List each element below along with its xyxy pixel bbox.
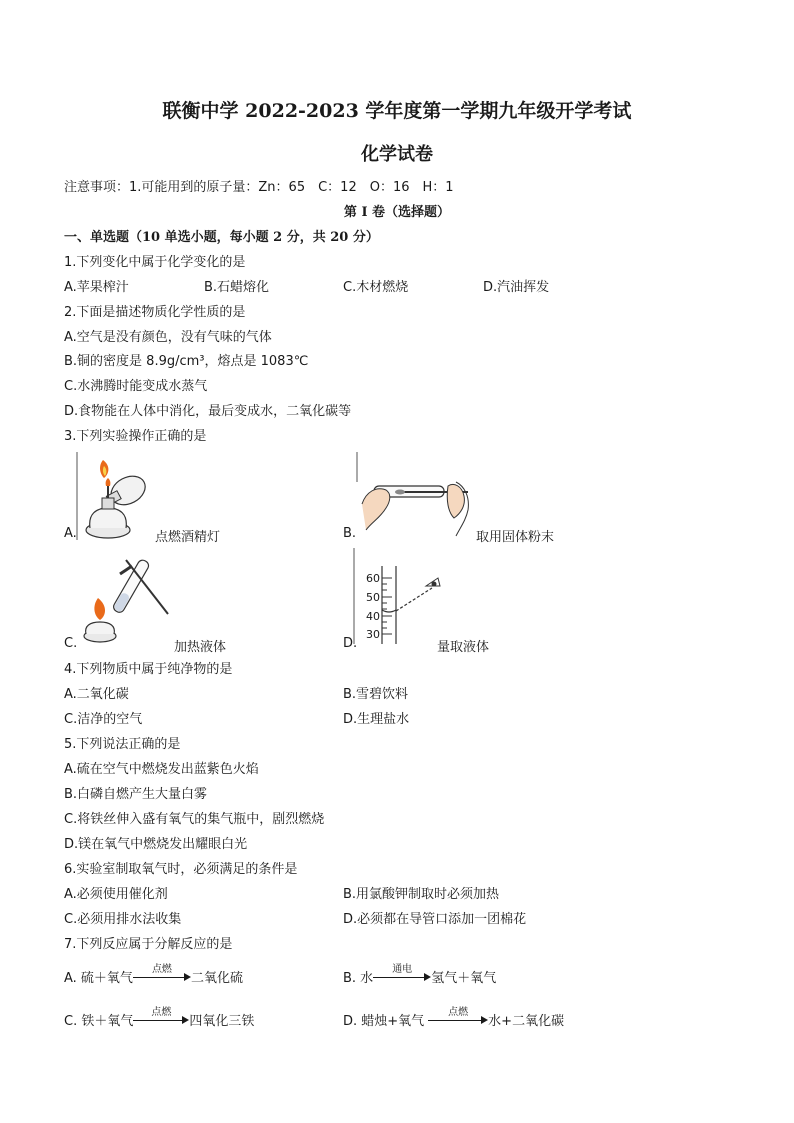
cylinder-tick-30: 30 bbox=[366, 628, 380, 641]
q7-option-a bbox=[64, 964, 243, 986]
q7-option-c bbox=[64, 1007, 255, 1029]
q7-stem: 7.下列反应属于分解反应的是 bbox=[64, 937, 233, 952]
q7-d-reactants: D. 蜡烛+氧气 bbox=[343, 1014, 425, 1029]
q7-c-condition: 点燃 bbox=[151, 1007, 172, 1018]
q5-option-c: C.将铁丝伸入盛有氧气的集气瓶中，剧烈燃烧 bbox=[64, 812, 325, 827]
q7-option-d bbox=[343, 1007, 565, 1029]
q2-stem: 2.下面是描述物质化学性质的是 bbox=[64, 305, 246, 320]
q3-option-d-caption: 量取液体 bbox=[437, 640, 490, 655]
q7-b-condition: 通电 bbox=[392, 964, 413, 975]
q5-option-b: B.白磷自燃产生大量白雾 bbox=[64, 787, 208, 802]
q3-option-b-letter: B. bbox=[343, 526, 357, 541]
q7-b-products: 氢气＋氧气 bbox=[431, 971, 497, 986]
q6-option-a: A.必须使用催化剂 bbox=[64, 887, 168, 902]
q3-option-a-letter: A. bbox=[64, 526, 77, 541]
q2-option-a: A.空气是没有颜色，没有气味的气体 bbox=[64, 330, 272, 345]
heating-liquid-image bbox=[76, 556, 176, 646]
q7-b-reactants: B. 水 bbox=[343, 971, 374, 986]
test-tube-powder-image bbox=[356, 452, 476, 542]
arrow-right-icon bbox=[373, 972, 431, 982]
q6-option-d: D.必须都在导管口添加一团棉花 bbox=[343, 912, 527, 927]
q7-option-b bbox=[343, 964, 497, 986]
q1-option-d: D.汽油挥发 bbox=[483, 280, 550, 295]
q1-stem: 1.下列变化中属于化学变化的是 bbox=[64, 255, 246, 270]
q7-c-products: 四氧化三铁 bbox=[189, 1014, 255, 1029]
q3-option-d-letter: D. bbox=[343, 636, 358, 651]
q7-a-reactants: A. 硫＋氧气 bbox=[64, 971, 133, 986]
q7-c-reaction-arrow bbox=[133, 1007, 189, 1029]
cylinder-tick-40: 40 bbox=[366, 610, 380, 623]
q7-d-condition: 点燃 bbox=[448, 1007, 469, 1018]
exam-subtitle: 化学试卷 bbox=[361, 144, 433, 165]
cylinder-tick-60: 60 bbox=[366, 572, 380, 585]
q5-option-a: A.硫在空气中燃烧发出蓝紫色火焰 bbox=[64, 762, 259, 777]
q1-option-b: B.石蜡熔化 bbox=[204, 280, 270, 295]
q6-option-b: B.用氯酸钾制取时必须加热 bbox=[343, 887, 500, 902]
section-heading: 一、单选题（10 单选小题，每小题 2 分，共 20 分） bbox=[64, 230, 379, 245]
q3-option-a-caption: 点燃酒精灯 bbox=[155, 530, 221, 545]
arrow-right-icon bbox=[133, 972, 191, 982]
q5-stem: 5.下列说法正确的是 bbox=[64, 737, 181, 752]
q5-option-d: D.镁在氧气中燃烧发出耀眼白光 bbox=[64, 837, 248, 852]
part-heading: 第 I 卷（选择题） bbox=[343, 205, 451, 220]
q2-option-b: B.铜的密度是 8.9g/cm³，熔点是 1083℃ bbox=[64, 354, 309, 369]
q3-option-b-caption: 取用固体粉末 bbox=[476, 530, 555, 545]
cylinder-tick-50: 50 bbox=[366, 591, 380, 604]
q7-a-reaction-arrow bbox=[133, 964, 191, 986]
q7-c-reactants: C. 铁＋氧气 bbox=[64, 1014, 134, 1029]
arrow-right-icon bbox=[133, 1015, 189, 1025]
exam-note: 注意事项：1.可能用到的原子量：Zn：65 C：12 O：16 H：1 bbox=[64, 180, 454, 195]
exam-title: 联衡中学 2022-2023 学年度第一学期九年级开学考试 bbox=[162, 100, 632, 122]
q3-option-c-caption: 加热液体 bbox=[174, 640, 227, 655]
q7-a-condition: 点燃 bbox=[151, 964, 172, 975]
q4-option-b: B.雪碧饮料 bbox=[343, 687, 409, 702]
q1-option-c: C.木材燃烧 bbox=[343, 280, 409, 295]
q7-d-reaction-arrow bbox=[428, 1007, 488, 1029]
q3-stem: 3.下列实验操作正确的是 bbox=[64, 429, 207, 444]
q3-option-c-letter: C. bbox=[64, 636, 78, 651]
q4-option-d: D.生理盐水 bbox=[343, 712, 410, 727]
q4-option-a: A.二氧化碳 bbox=[64, 687, 129, 702]
q2-option-c: C.水沸腾时能变成水蒸气 bbox=[64, 379, 208, 394]
alcohol-lamp-lighting-image bbox=[76, 452, 156, 542]
q6-stem: 6.实验室制取氧气时，必须满足的条件是 bbox=[64, 862, 298, 877]
q4-stem: 4.下列物质中属于纯净物的是 bbox=[64, 662, 233, 677]
q7-b-reaction-arrow bbox=[373, 964, 431, 986]
q2-option-d: D.食物能在人体中消化，最后变成水，二氧化碳等 bbox=[64, 404, 352, 419]
q7-d-products: 水+二氧化碳 bbox=[488, 1014, 565, 1029]
q7-a-products: 二氧化硫 bbox=[190, 971, 243, 986]
q6-option-c: C.必须用排水法收集 bbox=[64, 912, 182, 927]
q1-option-a: A.苹果榨汁 bbox=[64, 280, 129, 295]
arrow-right-icon bbox=[428, 1015, 488, 1025]
q4-option-c: C.洁净的空气 bbox=[64, 712, 143, 727]
